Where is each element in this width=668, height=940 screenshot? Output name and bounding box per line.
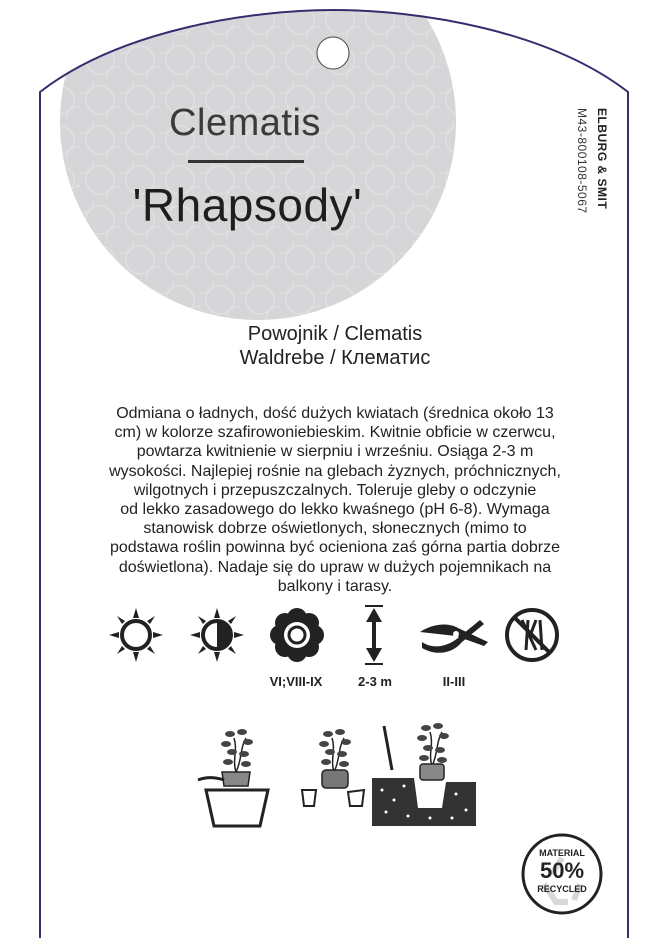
container-planting-icon (196, 720, 278, 830)
description (70, 404, 600, 596)
description-line: doświetlona). Nadaje się do upraw w dużych pojemnikach na (118, 558, 552, 576)
description-line: wilgotnych i przepuszczalnych. Toleruje gleby o odczynie (133, 481, 537, 499)
title-divider (188, 160, 304, 163)
common-names-line2: Waldrebe / Клематис (239, 347, 431, 369)
sun-icon (107, 606, 165, 664)
recycled-bottom-text: RECYCLED (537, 884, 587, 894)
description-line: Odmiana o ładnych, dość dużych kwiatach (średnica około 13 (116, 405, 554, 422)
flower-icon (268, 606, 326, 664)
description-line: balkony i tarasy. (277, 577, 393, 595)
common-names (140, 322, 530, 370)
pot-transfer-icon (296, 720, 374, 812)
pruning-shears-icon (418, 612, 490, 662)
common-names-line1: Powojnik / Clematis (247, 323, 423, 345)
description-line: powtarza kwitnienie w sierpniu i wrześniu. Osiąga 2-3 m (136, 443, 534, 461)
description-line: od lekko zasadowego do lekko kwaśnego (pH 6-8). Wymaga (120, 501, 550, 519)
cultivar-name: 'Rhapsody' (132, 179, 363, 231)
plant-height: 2-3 m (358, 674, 392, 689)
species-name: Clematis (169, 102, 321, 144)
description-line: stanowisk dobrze oświetlonych, słonecznych (mimo to (143, 520, 527, 538)
no-pruning-icon (503, 606, 561, 664)
product-code: M43-800108-5067 (575, 108, 589, 214)
height-arrow-icon (362, 604, 386, 666)
ground-planting-icon (372, 720, 476, 826)
description-line: cm) w kolorze szafirowoniebieskim. Kwitnie obficie w czerwcu, (114, 424, 556, 442)
flowering-period: VI;VIII-IX (269, 674, 323, 689)
brand-name: ELBURG & SMIT (595, 108, 609, 210)
hang-hole (317, 37, 349, 69)
recycled-percent: 50% (539, 858, 585, 883)
description-line: podstawa roślin powinna być ocieniona zaś górna partia dobrze (109, 539, 561, 557)
description-line: wysokości. Najlepiej rośnie na glebach żyznych, próchnicznych, (109, 462, 561, 480)
recycled-top-text: MATERIAL (539, 848, 585, 858)
half-sun-icon (188, 606, 246, 664)
pruning-period: II-III (442, 674, 466, 689)
recycled-badge-icon (520, 832, 604, 916)
